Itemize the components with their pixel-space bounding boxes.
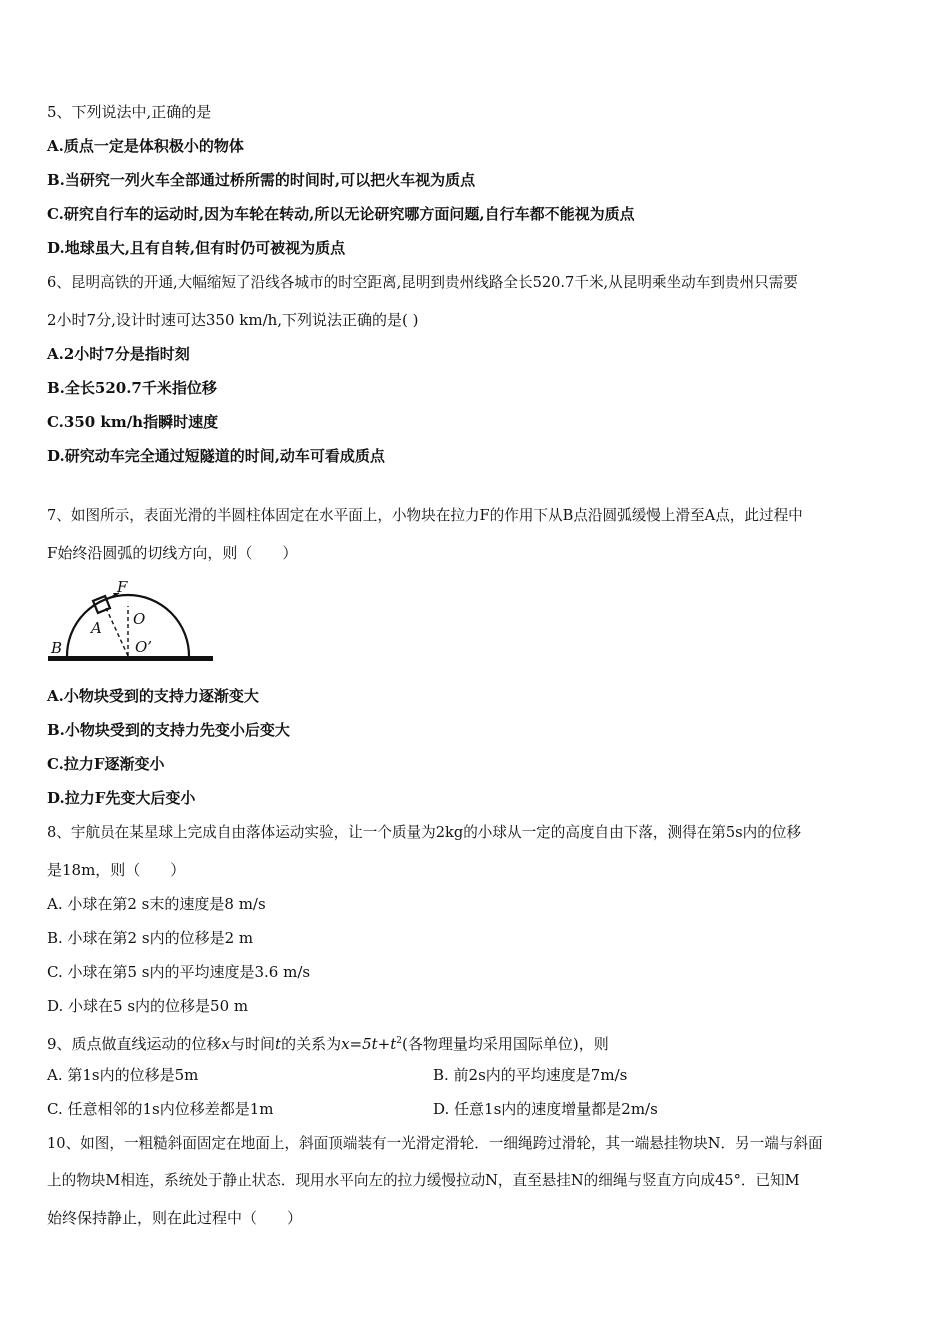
q6-option-c: C.350 km/h指瞬时速度 — [47, 413, 219, 431]
q5-option-a: A.质点一定是体积极小的物体 — [47, 137, 244, 155]
q9-stem — [47, 1031, 609, 1054]
label-o: O — [133, 610, 146, 628]
q5-option-c: C.研究自行车的运动时,因为车轮在转动,所以无论研究哪方面问题,自行车都不能视为质点 — [47, 205, 635, 223]
ground-line — [48, 656, 213, 661]
q10-stem-line2: 上的物块M相连，系统处于静止状态．现用水平向左的拉力缓慢拉动N，直至悬挂N的细绳与竖直方向成45°．已知M — [47, 1172, 800, 1189]
q8-stem-line2: 是18m，则（ ） — [47, 861, 186, 879]
q9-option-c: C. 任意相邻的1s内位移差都是1m — [47, 1100, 274, 1118]
q7-option-c: C.拉力F逐渐变小 — [47, 755, 165, 773]
q10-stem-line3: 始终保持静止，则在此过程中（ ） — [47, 1209, 303, 1227]
radius-dashed-line — [106, 608, 128, 656]
q9-stem-pre: 9、质点做直线运动的位移 — [47, 1035, 222, 1053]
q7-stem-line2: F始终沿圆弧的切线方向，则（ ） — [47, 544, 298, 562]
q5-option-b: B.当研究一列火车全部通过桥所需的时间时,可以把火车视为质点 — [47, 171, 476, 189]
q6-stem-line2: 2小时7分,设计时速可达350 km/h,下列说法正确的是( ) — [47, 311, 419, 329]
q9-stem-mid: 与时间 — [230, 1035, 276, 1053]
q7-option-d: D.拉力F先变大后变小 — [47, 789, 196, 807]
label-o-prime: O’ — [135, 638, 153, 656]
q7-stem-line1: 7、如图所示，表面光滑的半圆柱体固定在水平面上，小物块在拉力F的作用下从B点沿圆弧缓慢上滑至A点，此过程中 — [47, 507, 803, 524]
q8-option-b: B. 小球在第2 s内的位移是2 m — [47, 929, 254, 947]
q9-formula-sup: 2 — [396, 1036, 403, 1046]
q6-option-d: D.研究动车完全通过短隧道的时间,动车可看成质点 — [47, 447, 385, 465]
q7-option-b: B.小物块受到的支持力先变小后变大 — [47, 721, 290, 739]
q6-option-a: A.2小时7分是指时刻 — [47, 345, 190, 363]
label-f: F — [117, 578, 128, 596]
q8-option-a: A. 小球在第2 s末的速度是8 m/s — [47, 895, 266, 913]
q7-option-a: A.小物块受到的支持力逐渐变大 — [47, 687, 259, 705]
label-b: B — [51, 639, 63, 657]
q9-var-t: t — [275, 1035, 282, 1053]
q9-var-x: x — [221, 1035, 231, 1053]
q5-option-d: D.地球虽大,且有自转,但有时仍可被视为质点 — [47, 239, 346, 257]
q8-option-c: C. 小球在第5 s内的平均速度是3.6 m/s — [47, 963, 311, 981]
q6-option-b: B.全长520.7千米指位移 — [47, 379, 217, 397]
q9-stem-mid2: 的关系为 — [281, 1035, 342, 1053]
q5-stem: 5、下列说法中,正确的是 — [47, 103, 212, 121]
q9-option-a: A. 第1s内的位移是5m — [47, 1066, 199, 1084]
q7-semicylinder-figure — [45, 576, 217, 668]
q6-stem-line1: 6、昆明高铁的开通,大幅缩短了沿线各城市的时空距离,昆明到贵州线路全长520.7千米,从昆明乘坐动车到贵州只需要 — [47, 274, 798, 291]
q9-stem-post: (各物理量均采用国际单位)，则 — [402, 1035, 609, 1053]
q9-formula: x=5t+t — [341, 1035, 397, 1053]
q10-stem-line1: 10、如图，一粗糙斜面固定在地面上，斜面顶端装有一光滑定滑轮．一细绳跨过滑轮，其一端悬挂物块N．另一端与斜面 — [47, 1135, 823, 1152]
q9-option-d: D. 任意1s内的速度增量都是2m/s — [433, 1100, 658, 1118]
q9-option-b: B. 前2s内的平均速度是7m/s — [433, 1066, 628, 1084]
q8-option-d: D. 小球在5 s内的位移是50 m — [47, 997, 249, 1015]
q8-stem-line1: 8、宇航员在某星球上完成自由落体运动实验，让一个质量为2kg的小球从一定的高度自由下落，测得在第5s内的位移 — [47, 824, 802, 841]
label-a: A — [91, 619, 102, 637]
